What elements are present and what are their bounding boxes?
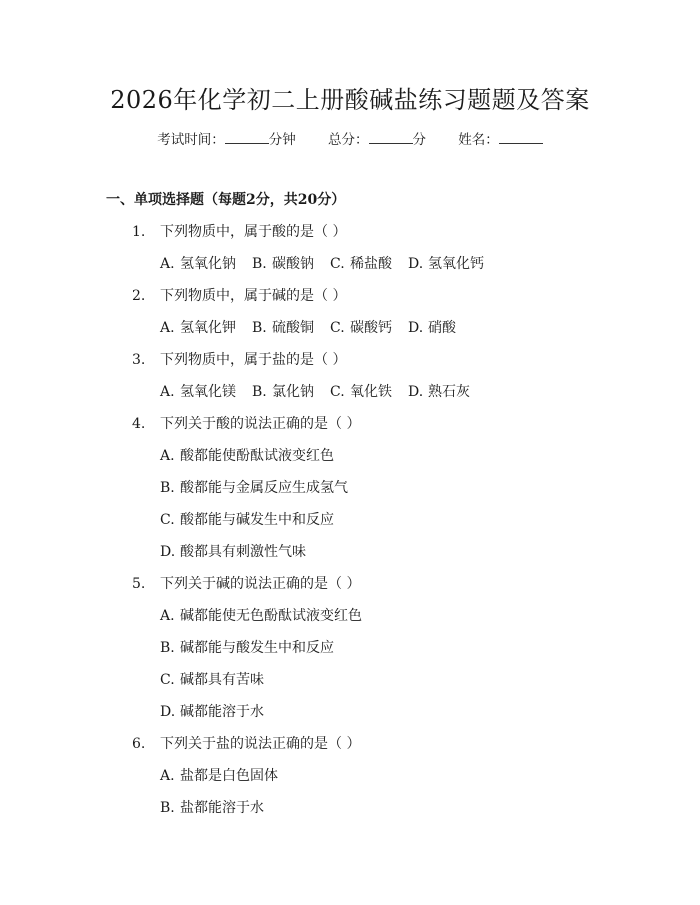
question-stem: 下列物质中，属于碱的是（ ） (160, 288, 347, 304)
option-b[interactable]: B. 碳酸钠 (252, 256, 314, 272)
question-5-option-d[interactable]: D. 碱都能溶于水 (160, 704, 264, 720)
exam-info-line (0, 130, 700, 150)
page-title: 2026年化学初二上册酸碱盐练习题题及答案 (110, 86, 590, 114)
question-5-option-c[interactable]: C. 碱都具有苦味 (160, 672, 264, 688)
question-number: 1. (132, 224, 146, 240)
question-stem: 下列关于碱的说法正确的是（ ） (160, 576, 361, 592)
option-d[interactable]: D. 硝酸 (408, 320, 456, 336)
question-stem: 下列关于盐的说法正确的是（ ） (160, 736, 361, 752)
option-a[interactable]: A. 氢氧化镁 (160, 384, 236, 400)
option-b[interactable]: B. 硫酸铜 (252, 320, 314, 336)
total-score-blank[interactable] (369, 131, 413, 144)
question-4-option-a[interactable]: A. 酸都能使酚酞试液变红色 (160, 448, 334, 464)
student-name-field (458, 130, 543, 150)
question-1 (132, 222, 346, 242)
question-stem: 下列物质中，属于酸的是（ ） (160, 224, 347, 240)
student-name-blank[interactable] (499, 131, 543, 144)
option-c[interactable]: C. 稀盐酸 (330, 256, 392, 272)
question-5 (132, 574, 360, 594)
question-stem: 下列物质中，属于盐的是（ ） (160, 352, 347, 368)
question-4-option-d[interactable]: D. 酸都具有刺激性气味 (160, 544, 306, 560)
exam-time-field (157, 130, 296, 150)
question-2-options (160, 318, 456, 338)
student-name-label: 姓名： (458, 132, 499, 148)
question-number: 5. (132, 576, 146, 592)
question-number: 6. (132, 736, 146, 752)
question-6-option-b[interactable]: B. 盐都能溶于水 (160, 800, 264, 816)
question-stem: 下列关于酸的说法正确的是（ ） (160, 416, 361, 432)
question-number: 2. (132, 288, 146, 304)
question-5-option-b[interactable]: B. 碱都能与酸发生中和反应 (160, 640, 334, 656)
question-number: 4. (132, 416, 146, 432)
exam-time-label: 考试时间： (157, 132, 225, 148)
question-6-option-a[interactable]: A. 盐都是白色固体 (160, 768, 278, 784)
option-c[interactable]: C. 氧化铁 (330, 384, 392, 400)
option-d[interactable]: D. 熟石灰 (408, 384, 470, 400)
question-2 (132, 286, 346, 306)
total-score-field (328, 130, 426, 150)
question-1-options (160, 254, 484, 274)
option-a[interactable]: A. 氢氧化钠 (160, 256, 236, 272)
question-number: 3. (132, 352, 146, 368)
question-5-option-a[interactable]: A. 碱都能使无色酚酞试液变红色 (160, 608, 362, 624)
section-heading: 一、单项选择题（每题2分，共20分） (106, 192, 346, 208)
total-score-unit: 分 (412, 132, 426, 148)
option-c[interactable]: C. 碳酸钙 (330, 320, 392, 336)
total-score-label: 总分： (328, 132, 369, 148)
question-4-option-b[interactable]: B. 酸都能与金属反应生成氢气 (160, 480, 348, 496)
question-3 (132, 350, 346, 370)
question-4-option-c[interactable]: C. 酸都能与碱发生中和反应 (160, 512, 334, 528)
exam-time-unit: 分钟 (268, 132, 296, 148)
exam-time-blank[interactable] (225, 131, 269, 144)
option-b[interactable]: B. 氯化钠 (252, 384, 314, 400)
question-4 (132, 414, 360, 434)
question-6 (132, 734, 360, 754)
option-a[interactable]: A. 氢氧化钾 (160, 320, 236, 336)
option-d[interactable]: D. 氢氧化钙 (408, 256, 484, 272)
question-3-options (160, 382, 470, 402)
